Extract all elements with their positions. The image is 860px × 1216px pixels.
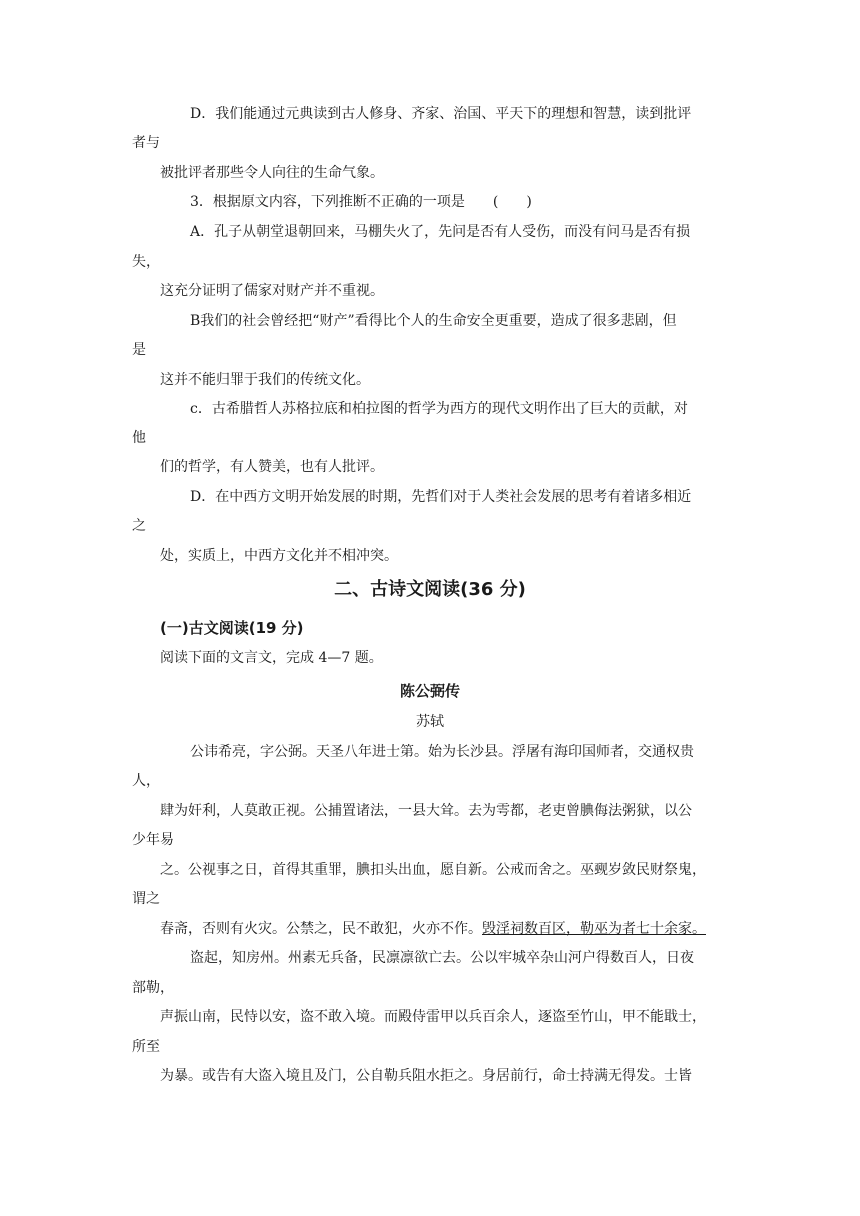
option-d: D．在中西方文明开始发展的时期，先哲们对于人类社会发展的思考有着诸多相近 [190, 489, 692, 505]
text-line: 他 [132, 430, 146, 446]
passage-author: 苏轼 [416, 714, 444, 730]
text-line: 为暴。或告有大盗入境且及门，公自勒兵阻水拒之。身居前行，命士持满无得发。士皆 [160, 1068, 692, 1084]
underlined-sentence: 毁淫祠数百区，勒巫为者七十余家。 [482, 921, 706, 937]
text-line [160, 919, 706, 939]
text-line: 部勒， [132, 980, 174, 996]
text-line: 公讳希亮，字公弼。天圣八年进士第。始为长沙县。浮屠有海印国师者，交通权贵 [190, 744, 694, 760]
text-line: 人， [132, 773, 160, 789]
sub-heading: (一)古文阅读(19 分) [160, 619, 304, 637]
text-segment: 春斋，否则有火灾。公禁之，民不敢犯，火亦不作。 [160, 921, 482, 937]
section-heading: 二、古诗文阅读(36 分) [334, 579, 526, 600]
option-a: A．孔子从朝堂退朝回来，马棚失火了，先问是否有人受伤，而没有问马是否有损 [190, 224, 691, 240]
text-line: 这并不能归罪于我们的传统文化。 [160, 372, 370, 388]
text-line: 谓之 [132, 891, 160, 907]
passage-title: 陈公弼传 [399, 682, 460, 700]
text-line: 们的哲学，有人赞美，也有人批评。 [160, 459, 384, 475]
text-line: 声振山南，民恃以安，盗不敢入境。而殿侍雷甲以兵百余人，逐盗至竹山，甲不能戢士， [160, 1009, 706, 1025]
text-line: 是 [132, 342, 146, 358]
text-line: D．我们能通过元典读到古人修身、齐家、治国、平天下的理想和智慧，读到批评 [190, 106, 692, 122]
text-line: 被批评者那些令人向往的生命气象。 [160, 165, 384, 181]
text-line: 这充分证明了儒家对财产并不重视。 [160, 283, 384, 299]
question-stem: 3．根据原文内容，下列推断不正确的一项是 ( ) [190, 194, 532, 210]
text-line: 之 [132, 518, 146, 534]
text-line: 处，实质上，中西方文化并不相冲突。 [160, 548, 398, 564]
instruction: 阅读下面的文言文，完成 4—7 题。 [160, 650, 383, 666]
text-line: 之。公视事之日，首得其重罪，腆扣头出血，愿自新。公戒而舍之。巫觋岁敛民财祭鬼， [160, 862, 706, 878]
text-line: 失， [132, 254, 160, 270]
text-line: 者与 [132, 135, 160, 151]
option-c: c．古希腊哲人苏格拉底和柏拉图的哲学为西方的现代文明作出了巨大的贡献，对 [190, 401, 688, 417]
text-line: 盗起，知房州。州素无兵备，民凛凛欲亡去。公以牢城卒杂山河户得数百人，日夜 [190, 950, 694, 966]
text-line: 少年易 [132, 832, 174, 848]
text-line: 肆为奸利，人莫敢正视。公捕置诸法，一县大耸。去为雩都，老吏曾腆侮法粥狱，以公 [160, 803, 692, 819]
text-line: 所至 [132, 1039, 160, 1055]
option-b: B我们的社会曾经把“财产”看得比个人的生命安全更重要，造成了很多悲剧，但 [190, 313, 677, 329]
